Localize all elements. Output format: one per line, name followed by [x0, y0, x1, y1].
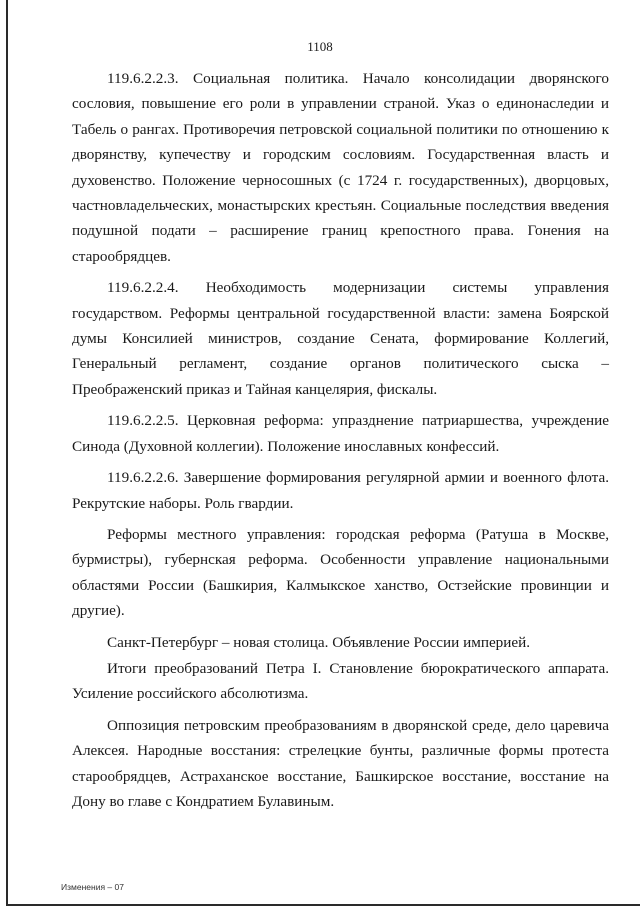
paragraph-church-reform: 119.6.2.2.5. Церковная реформа: упразднение патриаршества, учреждение Синода (Духовной коллегии). Положение инославных конфессий. — [72, 412, 609, 455]
paragraph-social-policy: 119.6.2.2.3. Социальная политика. Начало консолидации дворянского сословия, повышение его роли в управлении страной. Указ о единонаследии и Табель о рангах. Противоречия петровской социальной политики по отношению к дворянству, купечеству и городским сословиям. Государственная власть и духовенство. Положение черносошных (с 1724 г. государственных), дворцовых, частновладельческих, монастырских крестьян. Социальные последствия введения подушной подати – расширение границ крепостного права. Гонения на старообрядцев. — [72, 70, 609, 265]
paragraph-opposition: Оппозиция петровским преобразованиям в дворянской среде, дело царевича Алексея. Народные восстания: стрелецкие бунты, различные формы протеста старообрядцев, Астраханское восстание, Башкирское восстание, восстание на Дону во главе с Кондратием Булавиным. — [72, 716, 609, 810]
paragraph-army-navy: 119.6.2.2.6. Завершение формирования регулярной армии и военного флота. Рекрутские наборы. Роль гвардии. — [72, 469, 609, 512]
paragraph-administration-reform: 119.6.2.2.4. Необходимость модернизации системы управления государством. Реформы центральной государственной власти: замена Боярской думы Консилией министров, создание Сената, формирование Коллегий, Генеральный регламент, создание органов политического сыска – Преображенский приказ и Тайная канцелярия, фискалы. — [72, 279, 609, 398]
paragraph-saint-petersburg: Санкт-Петербург – новая столица. Объявление России империей. — [107, 633, 531, 651]
scan-edge-bottom — [6, 904, 640, 906]
scan-edge-left — [6, 0, 8, 905]
footer-revision-note: Изменения – 07 — [61, 882, 124, 892]
document-body — [72, 66, 609, 820]
paragraph-local-government: Реформы местного управления: городская реформа (Ратуша в Москве, бурмистры), губернская реформа. Особенности управление национальными областями России (Башкирия, Калмыкское ханство, Остзейские провинции и другие). — [72, 525, 609, 620]
page-number: 1108 — [307, 39, 333, 54]
paragraph-reform-results: Итоги преобразований Петра I. Становление бюрократического аппарата. Усиление российского абсолютизма. — [72, 659, 609, 703]
